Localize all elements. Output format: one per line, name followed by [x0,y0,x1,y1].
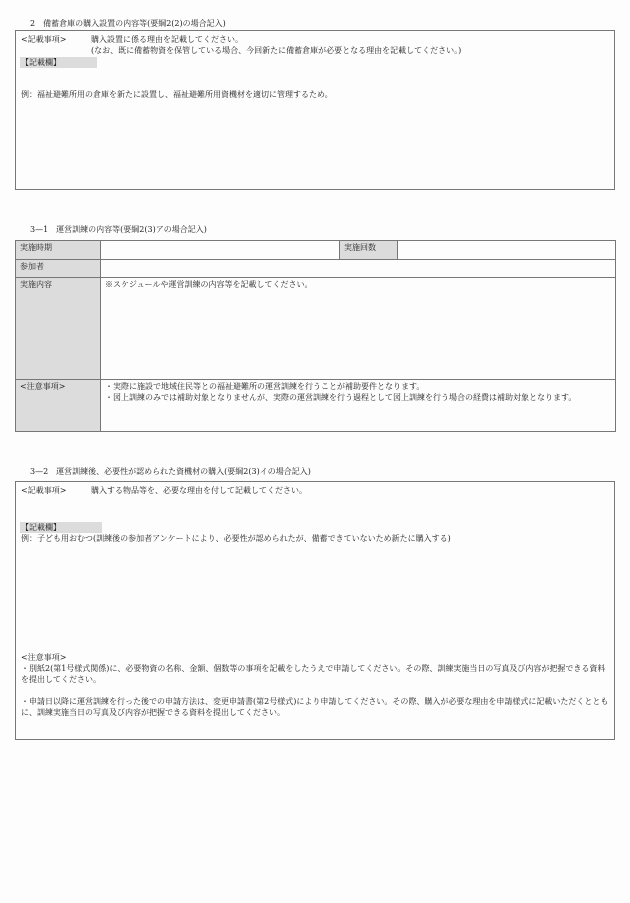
section-2-title: 2 備蓄倉庫の購入設置の内容等(要綱2(2)の場合記入) [30,19,226,28]
note-label: <記載事項> [21,35,67,44]
note-line-1: 購入する物品等を、必要な理由を付して記載してください。 [91,486,307,495]
note-label: <記載事項> [21,486,67,495]
caution-1: ・別紙2(第1号様式関係)に、必要物資の名称、金額、個数等の事項を記載をしたうえで申請してください。その際、訓練実施当日の写真及び内容が把握できる資料を提出してください。 [21,664,606,684]
note-line-2: (なお、既に備蓄物資を保管している場合、今回新たに備蓄倉庫が必要となる理由を記載してください。) [91,46,462,55]
participants-label: 参加者 [16,260,101,278]
training-table [15,240,616,432]
section-2-box [15,30,615,190]
section-3-1-title: 3—1 運営訓練の内容等(要綱2(3)アの場合記入) [30,225,207,234]
count-field[interactable] [398,241,616,260]
participants-field[interactable] [101,260,616,278]
note-line-1: 購入設置に係る理由を記載してください。 [91,35,243,44]
caution-label: <注意事項> [21,653,67,662]
example-text[interactable]: 例：福祉避難所用の倉庫を新たに設置し、福祉避難所用資機材を適切に管理するため。 [21,90,333,99]
caution-2: ・申請日以降に運営訓練を行った後での申請方法は、変更申請書(第2号様式)により申請してください。その際、購入が必要な理由を申請様式に記載いただくとともに、訓練実施当日の写真及び内容が把握できる資料を提出してください。 [21,697,609,717]
content-field[interactable]: ※スケジュールや運営訓練の内容等を記載してください。 [101,278,616,380]
example-text[interactable]: 例：子ども用おむつ(訓練後の参加者アンケートにより、必要性が認められたが、備蓄できていないため新たに購入する) [21,534,451,543]
count-label: 実施回数 [340,241,398,260]
notes-content [101,380,616,432]
content-label: 実施内容 [16,278,101,380]
notes-line-2: ・図上訓練のみでは補助対象となりませんが、実際の運営訓練を行う過程として図上訓練を行う場合の経費は補助対象となります。 [105,393,577,402]
section-3-2-title: 3—2 運営訓練後、必要性が認められた資機材の購入(要綱2(3)イの場合記入) [30,467,311,476]
period-field[interactable] [101,241,340,260]
notes-label: <注意事項> [16,380,101,432]
notes-line-1: ・実際に施設で地域住民等との福祉避難所の運営訓練を行うことが補助要件となります。 [105,382,425,391]
entry-label: 【記載欄】 [21,58,61,67]
entry-label: 【記載欄】 [21,523,61,532]
period-label: 実施時期 [16,241,101,260]
section-3-2-box [15,481,615,740]
